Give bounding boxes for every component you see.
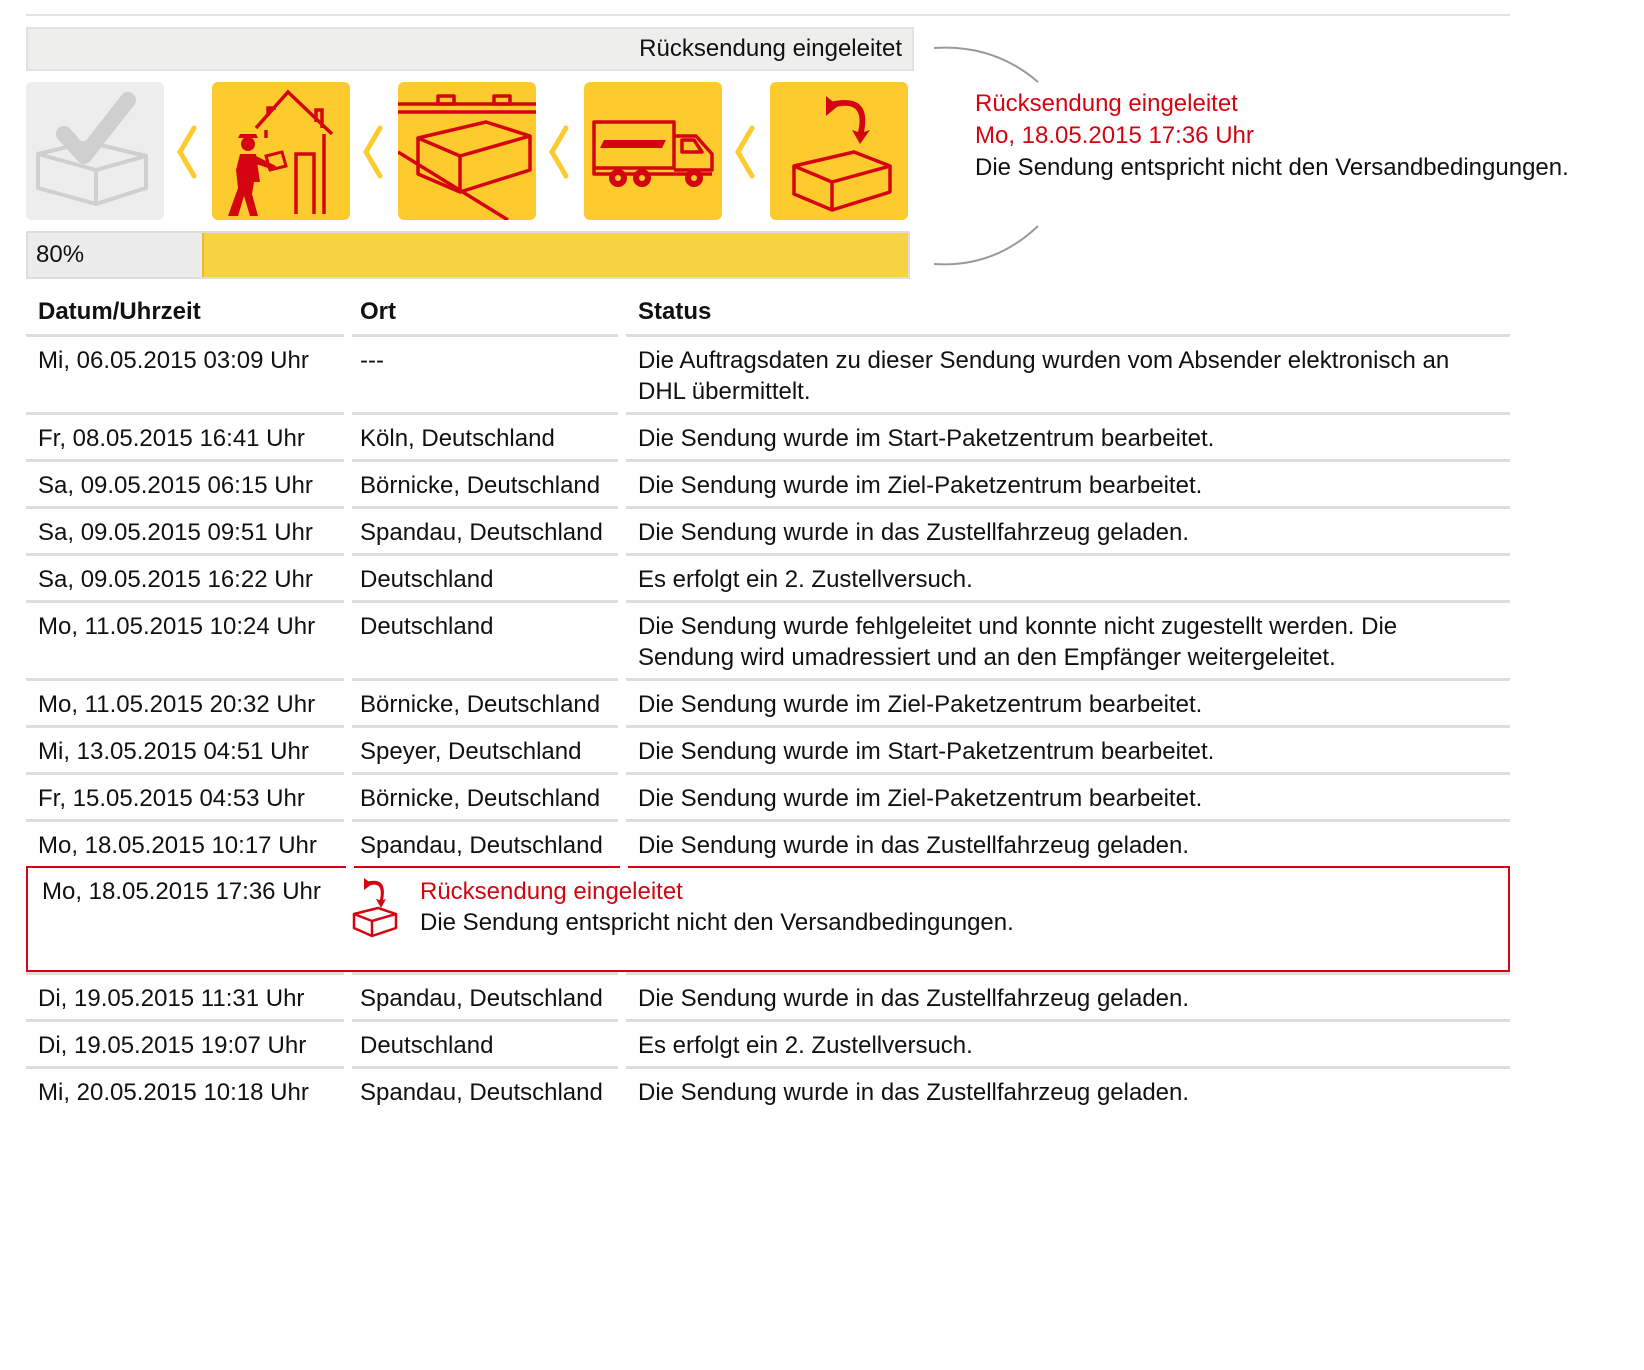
row-status: Die Sendung wurde in das Zustellfahrzeug geladen. — [638, 832, 1190, 859]
table-row — [26, 972, 1510, 1019]
row-datetime: Mo, 18.05.2015 10:17 Uhr — [38, 832, 317, 859]
column-gap — [618, 412, 626, 415]
row-datetime: Di, 19.05.2015 11:31 Uhr — [38, 985, 305, 1012]
row-status: Die Sendung wurde im Start-Paketzentrum bearbeitet. — [638, 425, 1215, 452]
column-gap — [344, 334, 352, 337]
chevron-left-icon — [358, 122, 388, 182]
column-gap — [618, 678, 626, 681]
column-gap — [618, 972, 626, 975]
summary-datetime: Mo, 18.05.2015 17:36 Uhr — [975, 122, 1254, 149]
step-picked-up — [212, 82, 350, 220]
history-table-header — [26, 292, 1510, 336]
row-datetime: Sa, 09.05.2015 16:22 Uhr — [38, 566, 313, 593]
row-datetime: Fr, 15.05.2015 04:53 Uhr — [38, 785, 305, 812]
column-header-ort: Ort — [360, 298, 396, 325]
column-gap — [344, 678, 352, 681]
column-gap — [344, 972, 352, 975]
table-row — [26, 334, 1510, 412]
column-gap — [344, 459, 352, 462]
table-row — [26, 459, 1510, 506]
row-location: --- — [360, 347, 384, 374]
column-gap — [344, 600, 352, 603]
row-status: Die Sendung wurde im Start-Paketzentrum bearbeitet. — [638, 738, 1215, 765]
table-row — [26, 506, 1510, 553]
column-gap — [344, 506, 352, 509]
table-row — [26, 1066, 1510, 1113]
progress-bar-fill — [202, 233, 908, 277]
return-box-icon — [348, 876, 402, 942]
row-status: Es erfolgt ein 2. Zustellversuch. — [638, 566, 973, 593]
row-datetime: Mo, 18.05.2015 17:36 Uhr — [42, 878, 321, 905]
column-gap — [618, 725, 626, 728]
row-location: Spandau, Deutschland — [360, 832, 603, 859]
column-gap — [618, 819, 626, 822]
row-status: Die Sendung wurde im Ziel-Paketzentrum bearbeitet. — [638, 691, 1203, 718]
row-datetime: Mo, 11.05.2015 10:24 Uhr — [38, 613, 316, 640]
column-gap — [618, 1066, 626, 1069]
column-gap — [344, 1066, 352, 1069]
top-divider — [26, 14, 1510, 16]
table-row-highlighted — [26, 866, 1510, 972]
dhl-truck-icon — [584, 82, 722, 220]
row-location: Deutschland — [360, 566, 494, 593]
row-location: Spandau, Deutschland — [360, 519, 603, 546]
table-row — [26, 725, 1510, 772]
row-datetime: Mi, 13.05.2015 04:51 Uhr — [38, 738, 309, 765]
column-gap — [618, 553, 626, 556]
summary-description: Die Sendung entspricht nicht den Versandbedingungen. — [975, 154, 1569, 181]
column-gap — [346, 865, 354, 868]
column-gap — [344, 1019, 352, 1022]
row-datetime: Sa, 09.05.2015 06:15 Uhr — [38, 472, 313, 499]
row-status: Die Sendung wurde im Ziel-Paketzentrum bearbeitet. — [638, 472, 1203, 499]
column-gap — [344, 819, 352, 822]
courier-house-icon — [212, 82, 350, 220]
conveyor-box-icon — [398, 82, 536, 220]
column-header-date: Datum/Uhrzeit — [38, 298, 201, 325]
summary-title: Rücksendung eingeleitet — [975, 90, 1238, 117]
row-status: Die Sendung wurde fehlgeleitet und konnte nicht zugestellt werden. Die Sendung wird umadressiert und an den Empfänger weitergeleitet. — [638, 613, 1398, 671]
row-location: Spandau, Deutschland — [360, 1079, 603, 1106]
row-datetime: Mi, 06.05.2015 03:09 Uhr — [38, 347, 309, 374]
summary-arc-bottom — [934, 222, 1044, 272]
column-gap — [618, 506, 626, 509]
column-gap — [618, 772, 626, 775]
row-location: Börnicke, Deutschland — [360, 472, 601, 499]
row-location: Börnicke, Deutschland — [360, 691, 601, 718]
table-row — [26, 1019, 1510, 1066]
column-gap — [618, 459, 626, 462]
row-datetime: Mo, 11.05.2015 20:32 Uhr — [38, 691, 316, 718]
return-box-icon — [770, 82, 908, 220]
column-gap — [344, 772, 352, 775]
row-datetime: Di, 19.05.2015 19:07 Uhr — [38, 1032, 307, 1059]
row-datetime: Mi, 20.05.2015 10:18 Uhr — [38, 1079, 309, 1106]
table-row — [26, 600, 1510, 678]
row-location: Börnicke, Deutschland — [360, 785, 601, 812]
row-location: Deutschland — [360, 613, 494, 640]
progress-bar — [26, 231, 910, 279]
row-status: Es erfolgt ein 2. Zustellversuch. — [638, 1032, 973, 1059]
table-row — [26, 819, 1510, 866]
progress-percent-label: 80% — [36, 241, 85, 268]
column-gap — [618, 1019, 626, 1022]
row-status: Die Auftragsdaten zu dieser Sendung wurden vom Absender elektronisch an DHL übermittelt. — [638, 347, 1450, 405]
row-datetime: Fr, 08.05.2015 16:41 Uhr — [38, 425, 305, 452]
chevron-left-icon — [172, 122, 202, 182]
row-location: Köln, Deutschland — [360, 425, 555, 452]
row-location: Deutschland — [360, 1032, 494, 1059]
column-gap — [620, 865, 628, 868]
row-status: Die Sendung wurde in das Zustellfahrzeug geladen. — [638, 985, 1190, 1012]
progress-status-header: Rücksendung eingeleitet — [26, 27, 914, 71]
column-gap — [618, 334, 626, 337]
step-return-initiated — [770, 82, 908, 220]
column-gap — [344, 725, 352, 728]
column-gap — [618, 600, 626, 603]
table-row — [26, 553, 1510, 600]
column-gap — [344, 412, 352, 415]
step-parcel-center — [398, 82, 536, 220]
status-summary — [975, 88, 1569, 184]
row-status: Die Sendung wurde im Ziel-Paketzentrum bearbeitet. — [638, 785, 1203, 812]
chevron-left-icon — [730, 122, 760, 182]
row-status-title: Rücksendung eingeleitet — [420, 878, 683, 905]
step-order-data — [26, 82, 164, 220]
summary-arc-top — [934, 40, 1044, 90]
row-status — [420, 876, 1480, 938]
table-row — [26, 678, 1510, 725]
row-location: Speyer, Deutschland — [360, 738, 582, 765]
row-status-text: Die Sendung entspricht nicht den Versandbedingungen. — [420, 909, 1014, 936]
checkmark-box-icon — [26, 82, 164, 220]
history-table-body — [26, 334, 1510, 1113]
table-row — [26, 412, 1510, 459]
chevron-left-icon — [544, 122, 574, 182]
column-header-status: Status — [638, 298, 712, 325]
row-status: Die Sendung wurde in das Zustellfahrzeug geladen. — [638, 519, 1190, 546]
row-datetime: Sa, 09.05.2015 09:51 Uhr — [38, 519, 313, 546]
table-row — [26, 772, 1510, 819]
row-location: Spandau, Deutschland — [360, 985, 603, 1012]
column-gap — [344, 553, 352, 556]
row-status: Die Sendung wurde in das Zustellfahrzeug geladen. — [638, 1079, 1190, 1106]
step-in-delivery — [584, 82, 722, 220]
